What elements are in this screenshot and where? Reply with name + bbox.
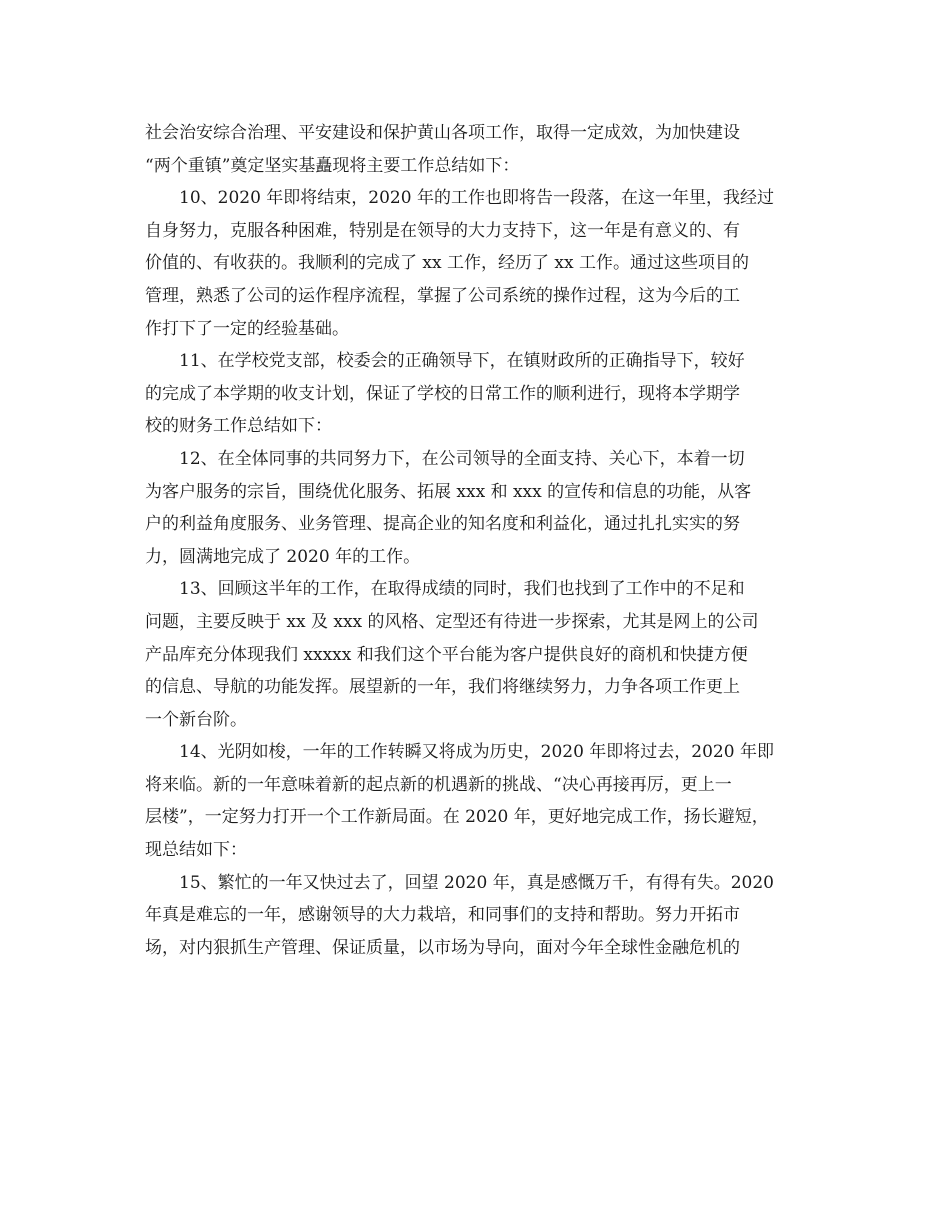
text-line: 13、回顾这半年的工作，在取得成绩的同时，我们也找到了工作中的不足和	[179, 579, 745, 600]
text-line: 10、2020 年即将结束，2020 年的工作也即将告一段落，在这一年里，我经过	[179, 188, 774, 209]
text-line: 价值的、有收获的。我顺利的完成了 xx 工作，经历了 xx 工作。通过这些项目的	[145, 253, 749, 274]
text-line: 为客户服务的宗旨，围绕优化服务、拓展 xxx 和 xxx 的宣传和信息的功能，从客	[145, 481, 752, 502]
text-line: 14、光阴如梭，一年的工作转瞬又将成为历史，2020 年即将过去，2020 年即	[179, 742, 774, 763]
text-line: 一个新台阶。	[145, 709, 247, 730]
text-line: 自身努力，克服各种困难，特别是在领导的大力支持下，这一年是有意义的、有	[145, 220, 740, 241]
text-line: 校的财务工作总结如下：	[145, 416, 332, 437]
text-line: 12、在全体同事的共同努力下，在公司领导的全面支持、关心下，本着一切	[179, 448, 745, 469]
text-line: 将来临。新的一年意味着新的起点新的机遇新的挑战、“决心再接再厉，更上一	[145, 774, 732, 795]
text-line: 年真是难忘的一年，感谢领导的大力栽培，和同事们的支持和帮助。努力开拓市	[145, 905, 740, 926]
text-line: 15、繁忙的一年又快过去了，回望 2020 年，真是感慨万千，有得有失。2020	[179, 872, 774, 893]
text-line: 的信息、导航的功能发挥。展望新的一年，我们将继续努力，力争各项工作更上	[145, 677, 740, 698]
text-line: 管理，熟悉了公司的运作程序流程，掌握了公司系统的操作过程，这为今后的工	[145, 285, 740, 306]
paragraph-item-14	[145, 736, 813, 866]
paragraph-intro	[145, 117, 813, 182]
paragraph-item-13	[145, 573, 813, 736]
text-line: 的完成了本学期的收支计划，保证了学校的日常工作的顺利进行，现将本学期学	[145, 383, 740, 404]
text-line: 户的利益角度服务、业务管理、提高企业的知名度和利益化，通过扎扎实实的努	[145, 514, 740, 535]
text-line: 场，对内狠抓生产管理、保证质量，以市场为导向，面对今年全球性金融危机的	[145, 937, 740, 958]
paragraph-item-12	[145, 443, 813, 573]
paragraph-item-11	[145, 345, 813, 443]
paragraph-item-15	[145, 867, 813, 965]
text-line: 社会治安综合治理、平安建设和保护黄山各项工作，取得一定成效，为加快建设	[145, 123, 740, 143]
text-line: 现总结如下：	[145, 840, 247, 861]
text-line: “两个重镇”奠定坚实基矗现将主要工作总结如下：	[145, 155, 520, 176]
text-line: 作打下了一定的经验基础。	[145, 318, 349, 339]
text-line: 产品库充分体现我们 xxxxx 和我们这个平台能为客户提供良好的商机和快捷方便	[145, 644, 748, 665]
text-line: 问题，主要反映于 xx 及 xxx 的风格、定型还有待进一步探索，尤其是网上的公司	[145, 611, 759, 632]
text-line: 11、在学校党支部，校委会的正确领导下，在镇财政所的正确指导下，较好	[179, 351, 745, 372]
document-body	[145, 117, 813, 964]
paragraph-item-10	[145, 182, 813, 345]
text-line: 力，圆满地完成了 2020 年的工作。	[145, 546, 421, 567]
text-line: 层楼”，一定努力打开一个工作新局面。在 2020 年，更好地完成工作，扬长避短，	[145, 807, 769, 828]
